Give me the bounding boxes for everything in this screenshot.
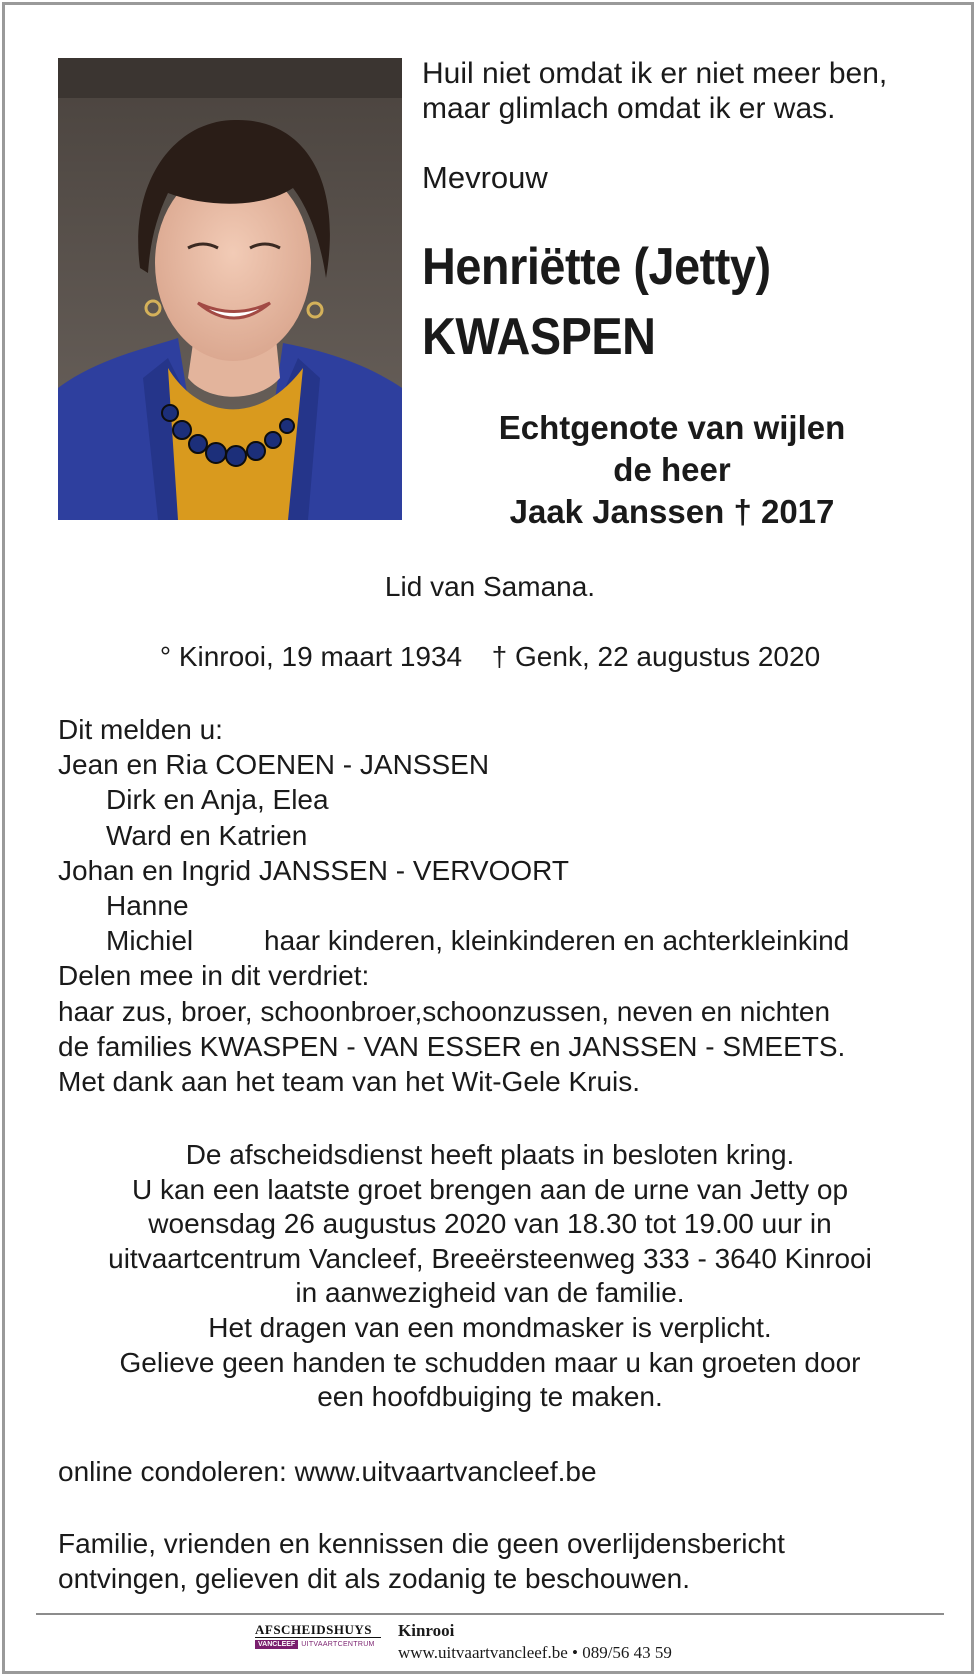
footer-divider [36,1613,944,1615]
service-line: Het dragen van een mondmasker is verplicht. [208,1311,772,1343]
family-share: Delen mee in dit verdriet: [58,960,370,992]
spouse-info [422,407,922,533]
family-relation: haar kinderen, kleinkinderen en achterkleinkind [264,925,850,957]
life-dates [0,641,980,673]
family-thanks: Met dank aan het team van het Wit-Gele Kruis. [58,1065,641,1097]
first-name: Henriëtte (Jetty) [422,238,771,296]
birth-date: ° Kinrooi, 19 maart 1934 [159,641,463,672]
logo-right: UITVAARTCENTRUM [301,1641,375,1648]
honorific: Mevrouw [422,160,548,195]
family-grandchildren: Hanne [106,889,189,921]
deceased-name [422,232,771,372]
footer-city: Kinrooi [398,1621,455,1640]
family-families: de families KWASPEN - VAN ESSER en JANSSEN - SMEETS. [58,1030,846,1062]
portrait-photo [58,58,402,520]
family-grandchildren-row [58,923,938,958]
online-condolences: online condoleren: www.uitvaartvancleef.be [58,1456,597,1487]
quote-line: maar glimlach omdat ik er was. [422,92,836,125]
spouse-line: Echtgenote van wijlen [498,409,846,446]
spouse-line: Jaak Janssen † 2017 [509,493,835,530]
service-line: Gelieve geen handen te schudden maar u kan groeten door [119,1346,861,1378]
membership: Lid van Samana. [384,571,596,602]
service-line: woensdag 26 augustus 2020 van 18.30 tot 19.00 uur in [148,1208,832,1240]
service-line: in aanwezigheid van de familie. [295,1277,685,1309]
family-grandchild: Michiel [106,925,194,957]
family-couple: Jean en Ria COENEN - JANSSEN [58,749,490,781]
death-date: † Genk, 22 augustus 2020 [491,641,821,672]
closing-notice [58,1526,785,1596]
last-name: KWASPEN [422,308,656,366]
service-line: uitvaartcentrum Vancleef, Breeërsteenweg 333 - 3640 Kinrooi [108,1242,872,1274]
spouse-line: de heer [613,451,731,488]
family-grandchildren: Ward en Katrien [106,819,308,851]
logo-wordmark: AFSCHEIDSHUYS [255,1623,381,1638]
family-intro: Dit melden u: [58,714,223,745]
logo-left: VANCLEEF [255,1640,298,1649]
funeral-home-logo [255,1623,381,1649]
notice-line: ontvingen, gelieven dit als zodanig te beschouwen. [58,1563,690,1594]
family-couple: Johan en Ingrid JANSSEN - VERVOORT [58,854,569,886]
opening-quote [422,56,942,126]
family-grandchildren: Dirk en Anja, Elea [106,784,329,816]
footer-contact: www.uitvaartvancleef.be • 089/56 43 59 [398,1643,672,1662]
service-info [0,1138,980,1415]
notice-line: Familie, vrienden en kennissen die geen overlijdensbericht [58,1528,785,1559]
quote-line: Huil niet omdat ik er niet meer ben, [422,57,888,90]
family-list [58,712,938,1099]
service-line: U kan een laatste groet brengen aan de urne van Jetty op [131,1173,849,1205]
family-relatives: haar zus, broer, schoonbroer,schoonzussen, neven en nichten [58,995,831,1027]
service-line: een hoofdbuiging te maken. [317,1381,663,1413]
service-line: De afscheidsdienst heeft plaats in besloten kring. [185,1139,795,1170]
